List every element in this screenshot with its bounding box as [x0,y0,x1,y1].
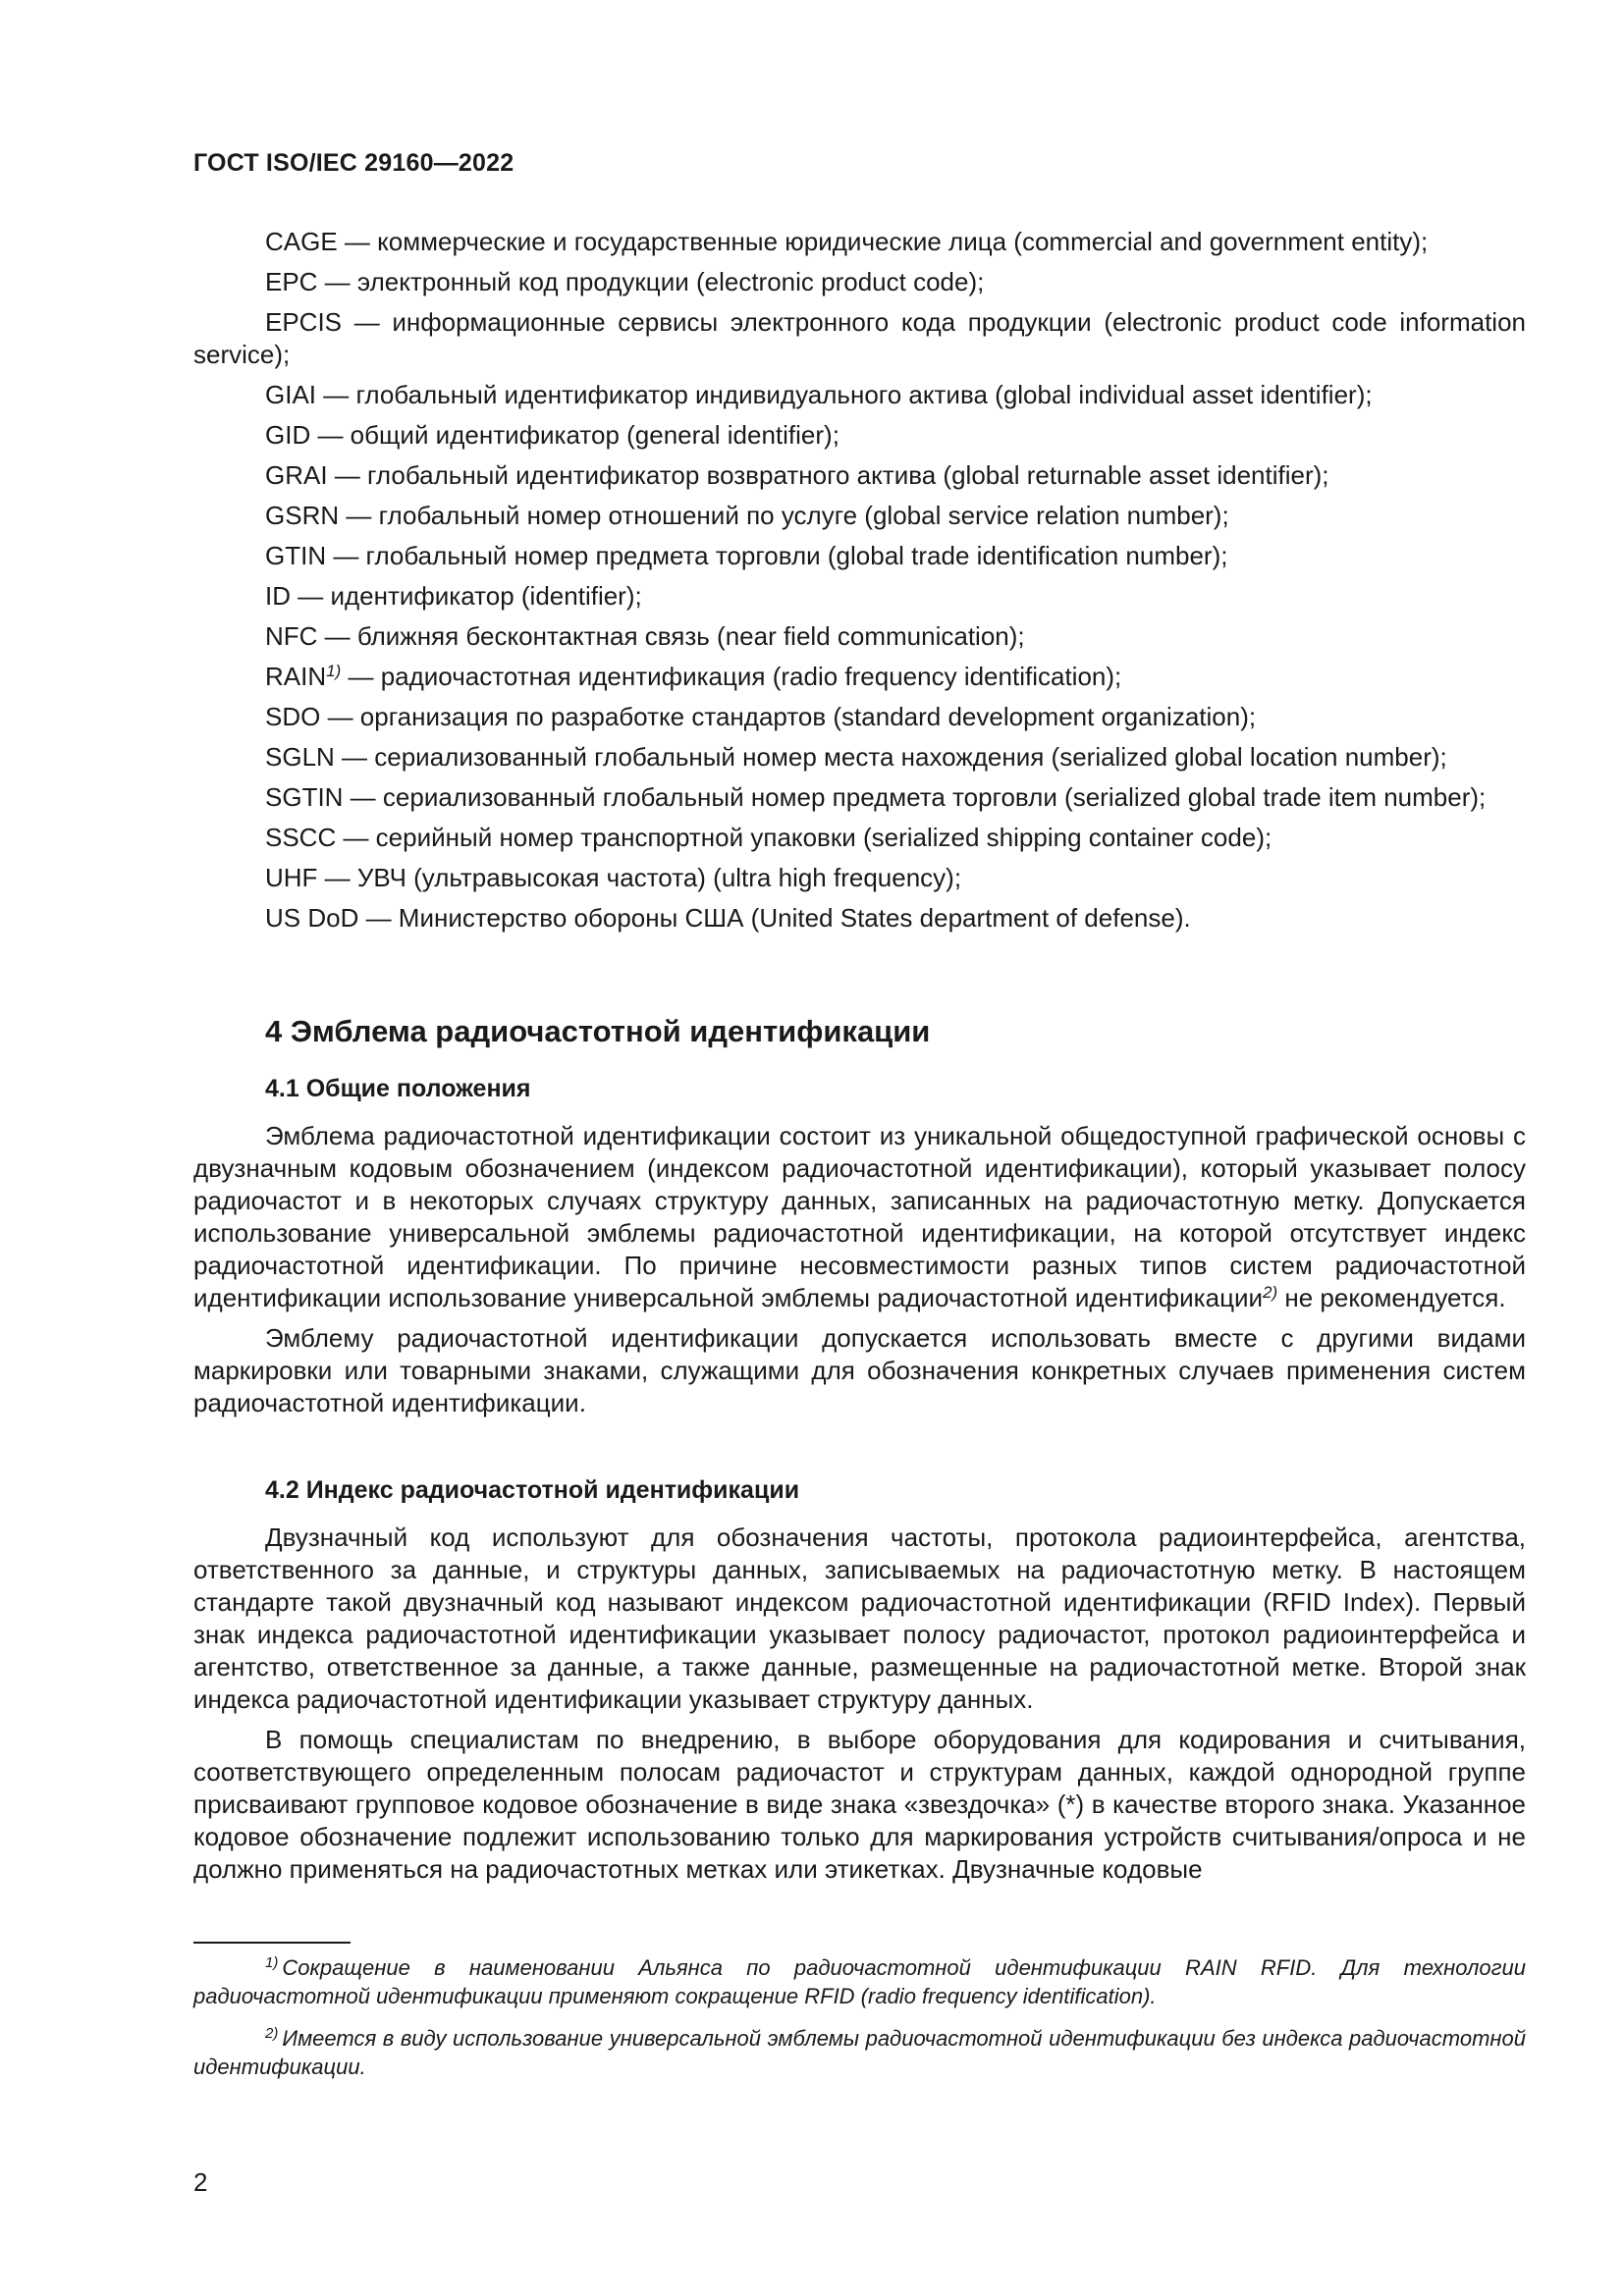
abbreviation-item: EPC — электронный код продукции (electronic product code); [265,267,985,296]
paragraph [193,1120,1526,1314]
page-number: 2 [193,2167,208,2197]
abbreviation-item: UHF — УВЧ (ультравысокая частота) (ultra high frequency); [265,863,962,892]
footnote-ref-1: 1) [326,662,342,680]
abbreviation-item: GTIN — глобальный номер предмета торговли (global trade identification number); [265,541,1228,570]
paragraph-text: не рекомендуется. [1277,1283,1506,1312]
subsection-body [193,1120,1526,1427]
abbreviation-item: SSCC — серийный номер транспортной упаковки (serialized shipping container code); [265,823,1272,852]
paragraph: В помощь специалистам по внедрению, в выборе оборудования для кодирования и считывания, соответствующего определенным полосам радиочастот и структурам данных, каждой однородной группе присваивают групповое кодовое обозначение в виде знака «звездочка» (*) в качестве второго знака. Указанное кодовое обозначение подлежит использованию только для маркирования устройств считывания/опроса и не должно применяться на радиочастотных метках или этикетках. Двузначные кодовые [193,1725,1526,1884]
subsection-body [193,1522,1526,1894]
footnote-separator [193,1942,351,1944]
abbreviation-item: SGLN — сериализованный глобальный номер места нахождения (serialized global location number); [265,742,1447,772]
paragraph: Эмблему радиочастотной идентификации допускается использовать вместе с другими видами маркировки или товарными знаками, служащими для обозначения конкретных случаев применения систем радиочастотной идентификации. [193,1323,1526,1417]
abbreviation-item: SGTIN — сериализованный глобальный номер предмета торговли (serialized global trade item number); [265,782,1487,812]
abbreviation-item: GID — общий идентификатор (general identifier); [265,420,839,450]
abbreviation-item: CAGE — коммерческие и государственные юридические лица (commercial and government entity); [265,227,1429,256]
subsection-title: 4.1 Общие положения [265,1075,531,1102]
abbreviation-definition: — радиочастотная идентификация (radio frequency identification); [341,662,1122,691]
document-header: ГОСТ ISO/IEC 29160—2022 [193,149,514,177]
footnote [193,2024,1526,2081]
abbreviation-item: GRAI — глобальный идентификатор возвратного актива (global returnable asset identifier); [265,460,1329,490]
footnote-ref-2: 2) [1263,1283,1278,1302]
footnote-mark: 2) [265,2025,279,2042]
footnote-mark: 1) [265,1954,279,1971]
abbreviations-list [193,226,1526,942]
abbreviation-term: RAIN [265,662,327,691]
footnote-text: Имеется в виду использование универсальной эмблемы радиочастотной идентификации без индекса радиочастотной идентификации. [193,2026,1526,2079]
abbreviation-item: EPCIS — информационные сервисы электронного кода продукции (electronic product code information service); [193,307,1526,369]
subsection-title: 4.2 Индекс радиочастотной идентификации [265,1476,800,1504]
abbreviation-item: GSRN — глобальный номер отношений по услуге (global service relation number); [265,501,1229,530]
footnotes [193,1953,1526,2095]
abbreviation-item: NFC — ближняя бесконтактная связь (near field communication); [265,621,1025,651]
footnote [193,1953,1526,2010]
abbreviation-item: US DoD — Министерство обороны США (United States department of defense). [265,903,1191,933]
abbreviation-item: ID — идентификатор (identifier); [265,581,642,611]
paragraph-text: Эмблема радиочастотной идентификации состоит из уникальной общедоступной графической основы с двузначным кодовым обозначением (индексом радиочастотной идентификации), который указывает полосу радиочастот и в некоторых случаях структуру данных, записанных на радиочастотную метку. Допускается использование универсальной эмблемы радиочастотной идентификации, на которой отсутствует индекс радиочастотной идентификации. По причине несовместимости разных типов систем радиочастотной идентификации использование универсальной эмблемы радиочастотной идентификации [193,1121,1526,1312]
paragraph: Двузначный код используют для обозначения частоты, протокола радиоинтерфейса, агентства, ответственного за данные, и структуры данных, записываемых на радиочастотную метку. В настоящем стандарте такой двузначный код называют индексом радиочастотной идентификации (RFID Index). Первый знак индекса радиочастотной идентификации указывает полосу радиочастот, протокол радиоинтерфейса и агентство, ответственное за данные, а также данные, размещенные на радиочастотной метке. Второй знак индекса радиочастотной идентификации указывает структуру данных. [193,1522,1526,1714]
footnote-text: Сокращение в наименовании Альянса по радиочастотной идентификации RAIN RFID. Для технологии радиочастотной идентификации применяют сокращение RFID (radio frequency identification). [193,1955,1526,2008]
section-title: 4 Эмблема радиочастотной идентификации [265,1014,931,1048]
abbreviation-item: SDO — организация по разработке стандартов (standard development organization); [265,702,1257,731]
abbreviation-item-rain [193,661,1526,693]
abbreviation-item: GIAI — глобальный идентификатор индивидуального актива (global individual asset identifier); [265,380,1373,409]
